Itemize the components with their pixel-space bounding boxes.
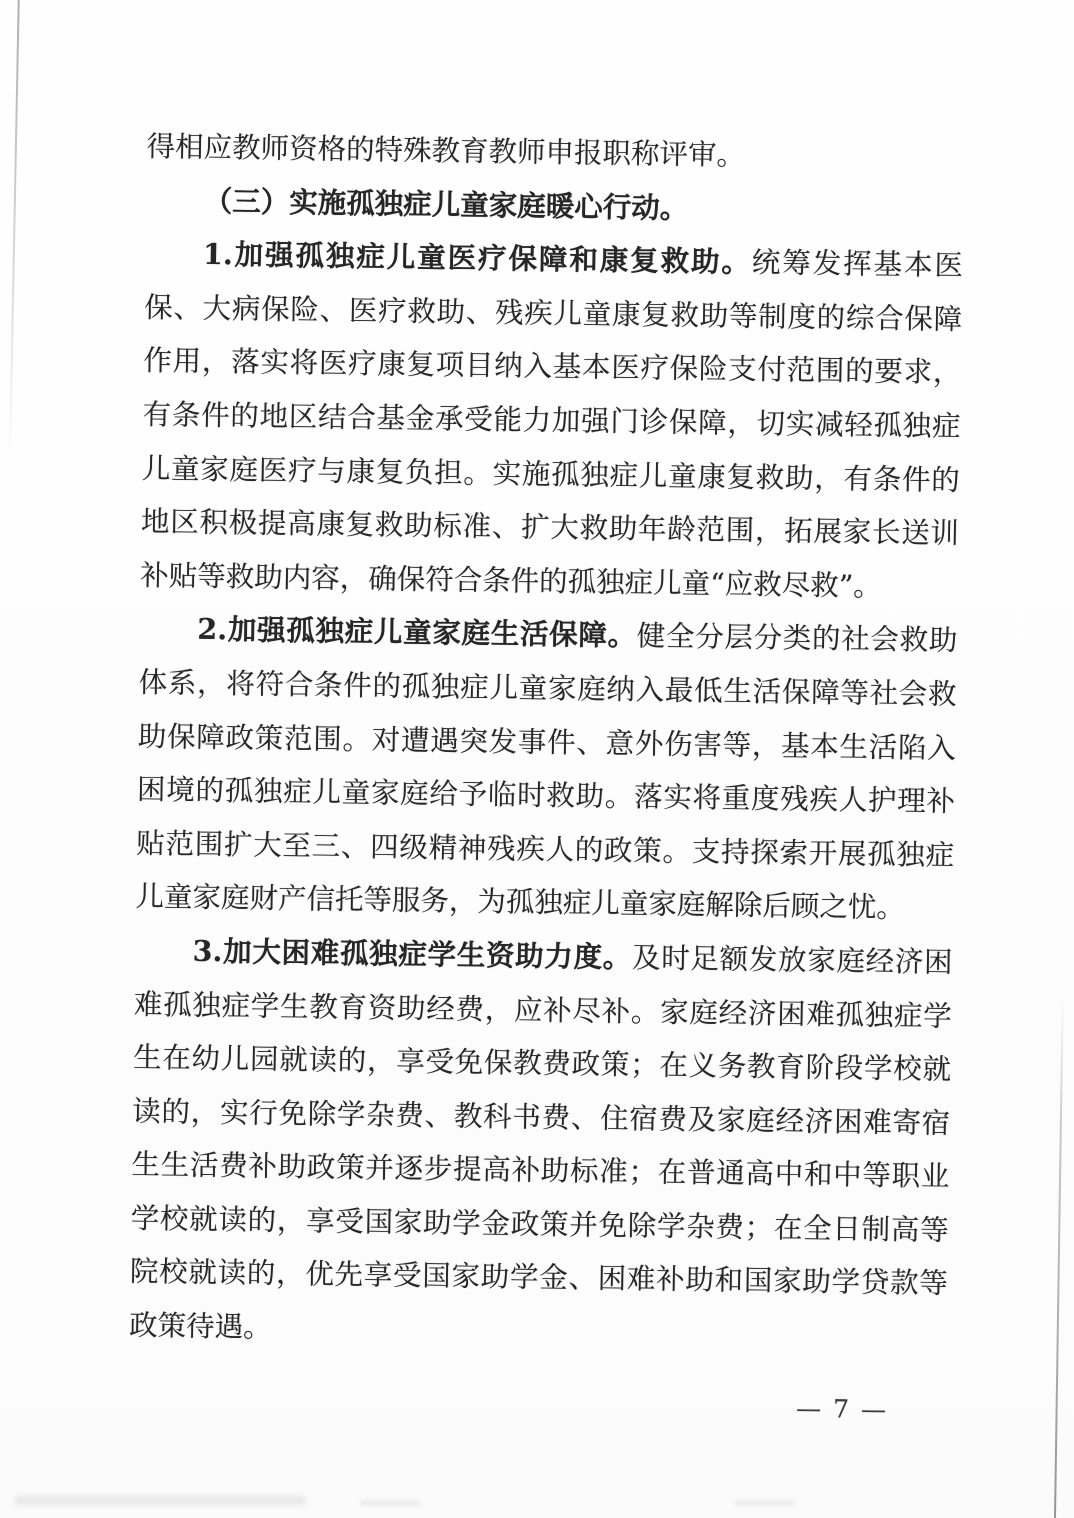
line-text: 生生活费补助政策并逐步提高补助标准；在普通高中和中等职业 — [131, 1148, 950, 1194]
line-text: 学校就读的，享受国家助学金政策并免除学杂费；在全日制高等 — [130, 1201, 949, 1247]
line-text: 得相应教师资格的特殊教育教师申报职称评审。 — [146, 129, 746, 172]
line-text: 读的，实行免除学杂费、教科书费、住宿费及家庭经济困难寄宿 — [132, 1094, 951, 1140]
page-number: — 7 — — [795, 1393, 889, 1424]
line-text: 政策待遇。 — [128, 1308, 272, 1345]
line-text: 统筹发挥基本医 — [751, 246, 964, 283]
scan-artifact-left-line — [9, 0, 20, 454]
document-body — [128, 120, 965, 1431]
line-text: 助保障政策范围。对遭遇突发事件、意外伤害等，基本生活陷入 — [137, 719, 957, 765]
scan-artifact-bottom-smudge — [360, 1500, 420, 1506]
heading-text: （三）实施孤独症儿童家庭暖心行动。 — [203, 183, 689, 225]
line-text: 作用，落实将医疗康复项目纳入基本医疗保险支付范围的要求， — [143, 344, 962, 390]
line-text: 困境的孤独症儿童家庭给予临时救助。落实将重度残疾人护理补 — [136, 773, 956, 819]
line-text: 保、大病保险、医疗救助、残疾儿童康复救助等制度的综合保障 — [143, 290, 963, 336]
line-text: 贴范围扩大至三、四级精神残疾人的政策。支持探索开展孤独症 — [136, 826, 955, 872]
line-text: 院校就读的，优先享受国家助学金、困难补助和国家助学贷款等 — [129, 1255, 949, 1301]
line-text: 有条件的地区结合基金承受能力加强门诊保障，切实减轻孤独症 — [142, 397, 961, 444]
paragraph-lead: 2.加强孤独症儿童家庭生活保障。 — [197, 612, 638, 653]
line-text: 难孤独症学生教育资助经费，应补尽补。家庭经济困难孤独症学 — [133, 987, 953, 1033]
scan-artifact-bottom-smudge — [15, 1496, 305, 1505]
line-text: 地区积极提高康复救助标准、扩大救助年龄范围，拓展家长送训 — [140, 505, 960, 551]
line-text: 及时足额发放家庭经济困 — [631, 941, 953, 979]
scan-artifact-right-line — [1054, 995, 1064, 1518]
line-text: 儿童家庭财产信托等服务，为孤独症儿童家庭解除后顾之忧。 — [135, 880, 906, 925]
paragraph-lead: 3.加大困难孤独症学生资助力度。 — [192, 933, 633, 975]
line-text: 儿童家庭医疗与康复负担。实施孤独症儿童康复救助，有条件的 — [141, 451, 960, 497]
line-text: 生在幼儿园就读的，享受免保教费政策；在义务教育阶段学校就 — [132, 1040, 952, 1087]
scan-artifact-bottom-smudge — [735, 1500, 795, 1506]
line-text: 体系，将符合条件的孤独症儿童家庭纳入最低生活保障等社会救 — [138, 665, 957, 712]
line-text: 健全分层分类的社会救助 — [636, 619, 958, 658]
paragraph-lead: 1.加强孤独症儿童医疗保障和康复救助。 — [202, 237, 753, 280]
line-text: 补贴等救助内容，确保符合条件的孤独症儿童“应救尽救”。 — [140, 558, 883, 603]
